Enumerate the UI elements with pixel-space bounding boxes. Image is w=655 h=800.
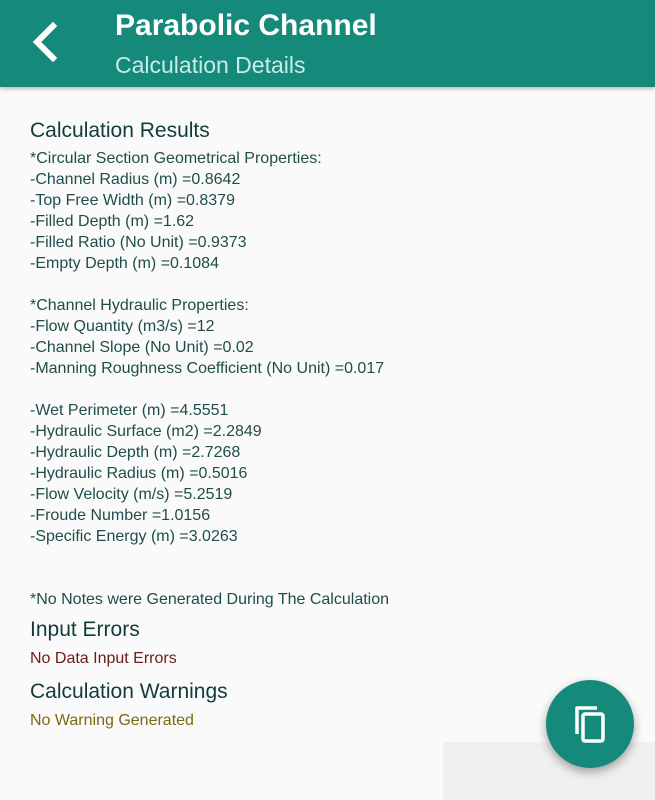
page-title: Parabolic Channel bbox=[115, 9, 377, 42]
input-errors-heading: Input Errors bbox=[30, 618, 140, 641]
app-bar bbox=[0, 0, 655, 87]
page-subtitle: Calculation Details bbox=[115, 52, 306, 78]
geometry-header: *Circular Section Geometrical Properties: bbox=[30, 150, 322, 167]
result-line: -Channel Slope (No Unit) =0.02 bbox=[30, 339, 254, 356]
notes-line: *No Notes were Generated During The Calculation bbox=[30, 591, 390, 608]
warnings-message: No Warning Generated bbox=[30, 712, 194, 729]
results-body bbox=[30, 148, 630, 610]
input-errors-message: No Data Input Errors bbox=[30, 650, 177, 667]
copy-icon bbox=[573, 704, 607, 744]
result-line: -Filled Ratio (No Unit) =0.9373 bbox=[30, 234, 247, 251]
result-line: -Hydraulic Radius (m) =0.5016 bbox=[30, 465, 248, 482]
result-line: -Channel Radius (m) =0.8642 bbox=[30, 171, 241, 188]
calculation-details bbox=[30, 118, 630, 732]
result-line: -Flow Quantity (m3/s) =12 bbox=[30, 318, 215, 335]
result-line: -Hydraulic Surface (m2) =2.2849 bbox=[30, 423, 262, 440]
result-line: -Wet Perimeter (m) =4.5551 bbox=[30, 402, 229, 419]
back-arrow-icon bbox=[29, 22, 59, 62]
result-line: -Flow Velocity (m/s) =5.2519 bbox=[30, 486, 233, 503]
hydraulic-header: *Channel Hydraulic Properties: bbox=[30, 297, 249, 314]
result-line: -Manning Roughness Coefficient (No Unit) =0.017 bbox=[30, 360, 385, 377]
result-line: -Top Free Width (m) =0.8379 bbox=[30, 192, 235, 209]
copy-button[interactable] bbox=[546, 680, 634, 768]
result-line: -Specific Energy (m) =3.0263 bbox=[30, 528, 238, 545]
result-line: -Froude Number =1.0156 bbox=[30, 507, 211, 524]
results-heading: Calculation Results bbox=[30, 119, 210, 142]
warnings-heading: Calculation Warnings bbox=[30, 680, 228, 703]
result-line: -Hydraulic Depth (m) =2.7268 bbox=[30, 444, 241, 461]
result-line: -Filled Depth (m) =1.62 bbox=[30, 213, 195, 230]
back-button[interactable] bbox=[22, 18, 66, 66]
result-line: -Empty Depth (m) =0.1084 bbox=[30, 255, 219, 272]
